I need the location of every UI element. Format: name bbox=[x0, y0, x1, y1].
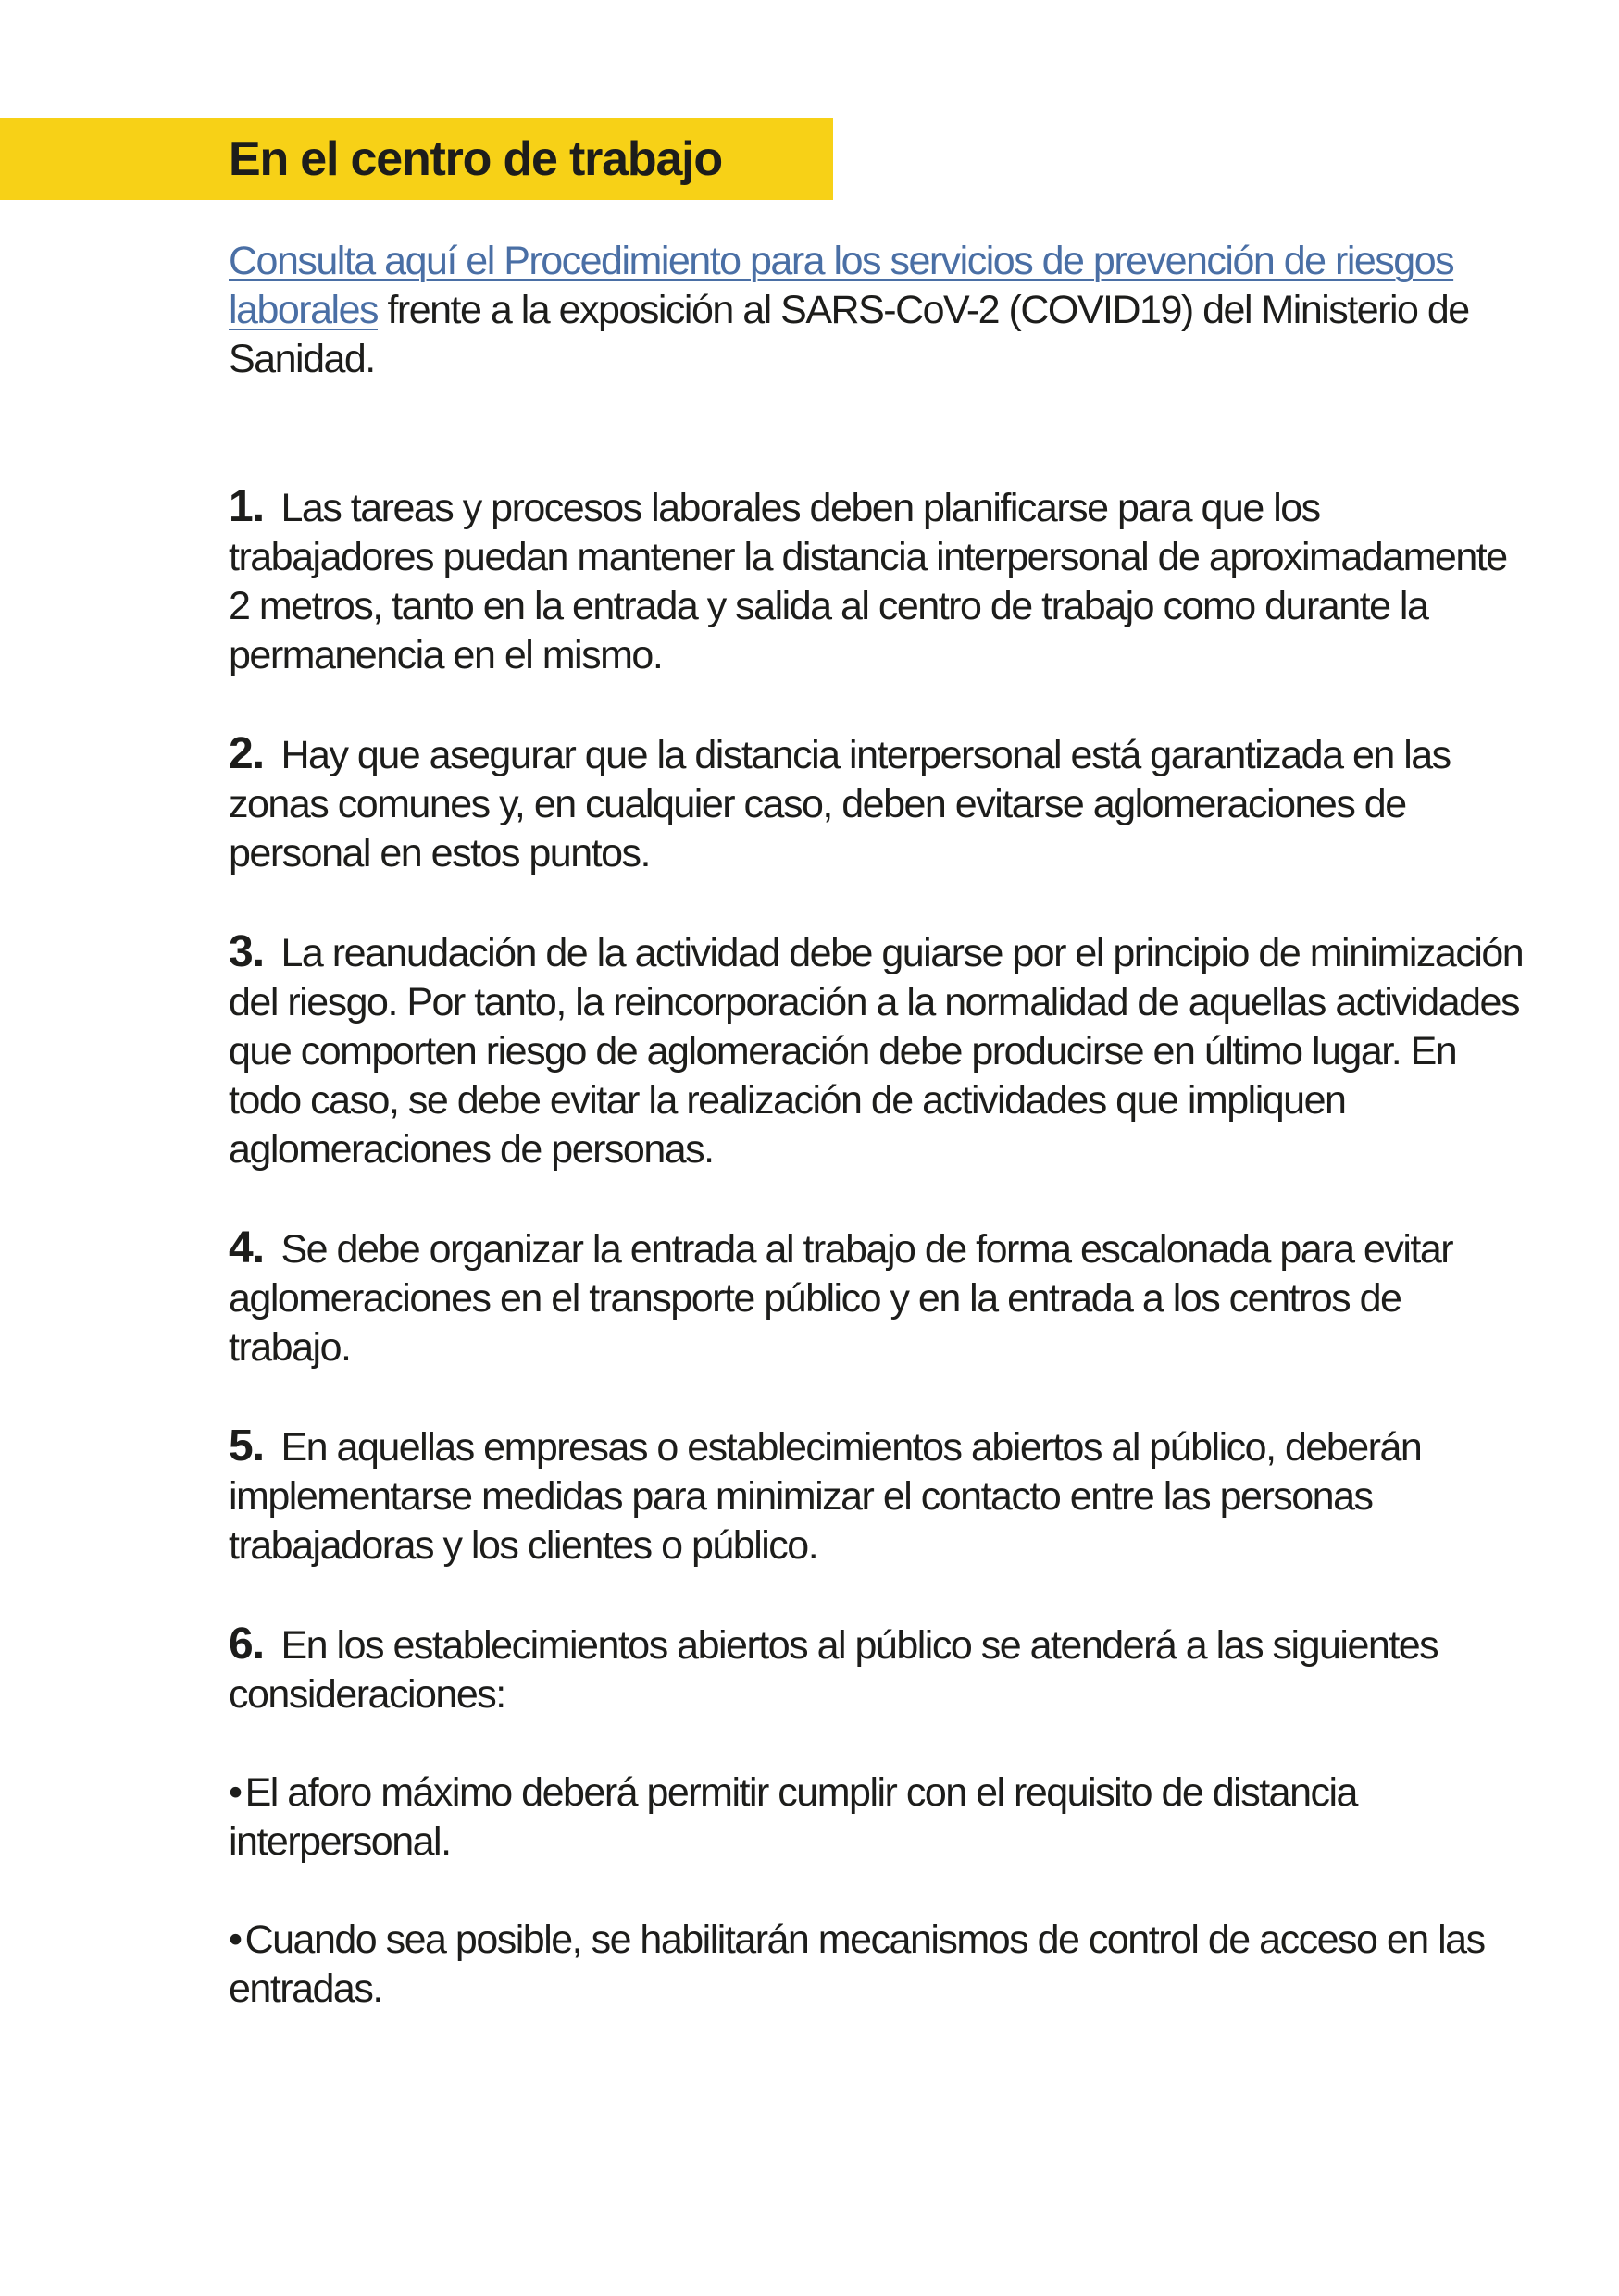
item-text: La reanudación de la actividad debe guiarse por el principio de minimización del riesgo. Por tanto, la reincorporación a la normalidad de aquellas actividades que comporten riesgo de aglomeración debe producirse en último lugar. En todo caso, se debe evitar la realización de actividades que impliquen aglomeraciones de personas. bbox=[229, 931, 1524, 1172]
intro-rest-text: frente a la exposición al SARS-CoV-2 (COVID19) del Ministerio de Sanidad. bbox=[229, 288, 1469, 381]
bullet-icon: • bbox=[229, 1917, 242, 1962]
bullet-text: Cuando sea posible, se habilitarán mecanismos de control de acceso en las entradas. bbox=[229, 1917, 1485, 2011]
bullet-icon: • bbox=[229, 1770, 242, 1815]
bullet-item-1 bbox=[229, 1769, 1525, 1867]
item-number: 3. bbox=[229, 927, 265, 976]
list-item-1 bbox=[229, 482, 1525, 680]
item-number: 4. bbox=[229, 1223, 265, 1272]
list-item-2 bbox=[229, 729, 1525, 878]
bullet-item-2 bbox=[229, 1916, 1525, 2014]
intro-paragraph bbox=[229, 237, 1525, 384]
list-item-6 bbox=[229, 1620, 1525, 1719]
section-title-bar bbox=[0, 118, 833, 200]
item-text: Hay que asegurar que la distancia interpersonal está garantizada en las zonas comunes y, en cualquier caso, deben evitarse aglomeraciones de personal en estos puntos. bbox=[229, 733, 1451, 875]
list-item-5 bbox=[229, 1421, 1525, 1570]
item-text: En aquellas empresas o establecimientos abiertos al público, deberán implementarse medidas para minimizar el contacto entre las personas trabajadoras y los clientes o público. bbox=[229, 1425, 1422, 1568]
list-item-4 bbox=[229, 1223, 1525, 1372]
item-text: Las tareas y procesos laborales deben planificarse para que los trabajadores puedan mantener la distancia interpersonal de aproximadamente 2 metros, tanto en la entrada y salida al centro de trabajo como durante la permanencia en el mismo. bbox=[229, 486, 1507, 677]
item-text: Se debe organizar la entrada al trabajo de forma escalonada para evitar aglomeraciones en el transporte público y en la entrada a los centros de trabajo. bbox=[229, 1227, 1453, 1370]
item-number: 2. bbox=[229, 729, 265, 778]
bullet-text: El aforo máximo deberá permitir cumplir con el requisito de distancia interpersonal. bbox=[229, 1770, 1357, 1864]
item-text: En los establecimientos abiertos al público se atenderá a las siguientes consideraciones: bbox=[229, 1623, 1438, 1717]
item-number: 6. bbox=[229, 1620, 265, 1669]
list-item-3 bbox=[229, 927, 1525, 1174]
item-number: 5. bbox=[229, 1421, 265, 1471]
procedure-link[interactable]: Consulta aquí el Procedimiento para los servicios de prevención de riesgos laborales bbox=[229, 239, 1454, 332]
document-body bbox=[229, 237, 1525, 2063]
section-title: En el centro de trabajo bbox=[229, 132, 722, 186]
item-number: 1. bbox=[229, 482, 265, 531]
